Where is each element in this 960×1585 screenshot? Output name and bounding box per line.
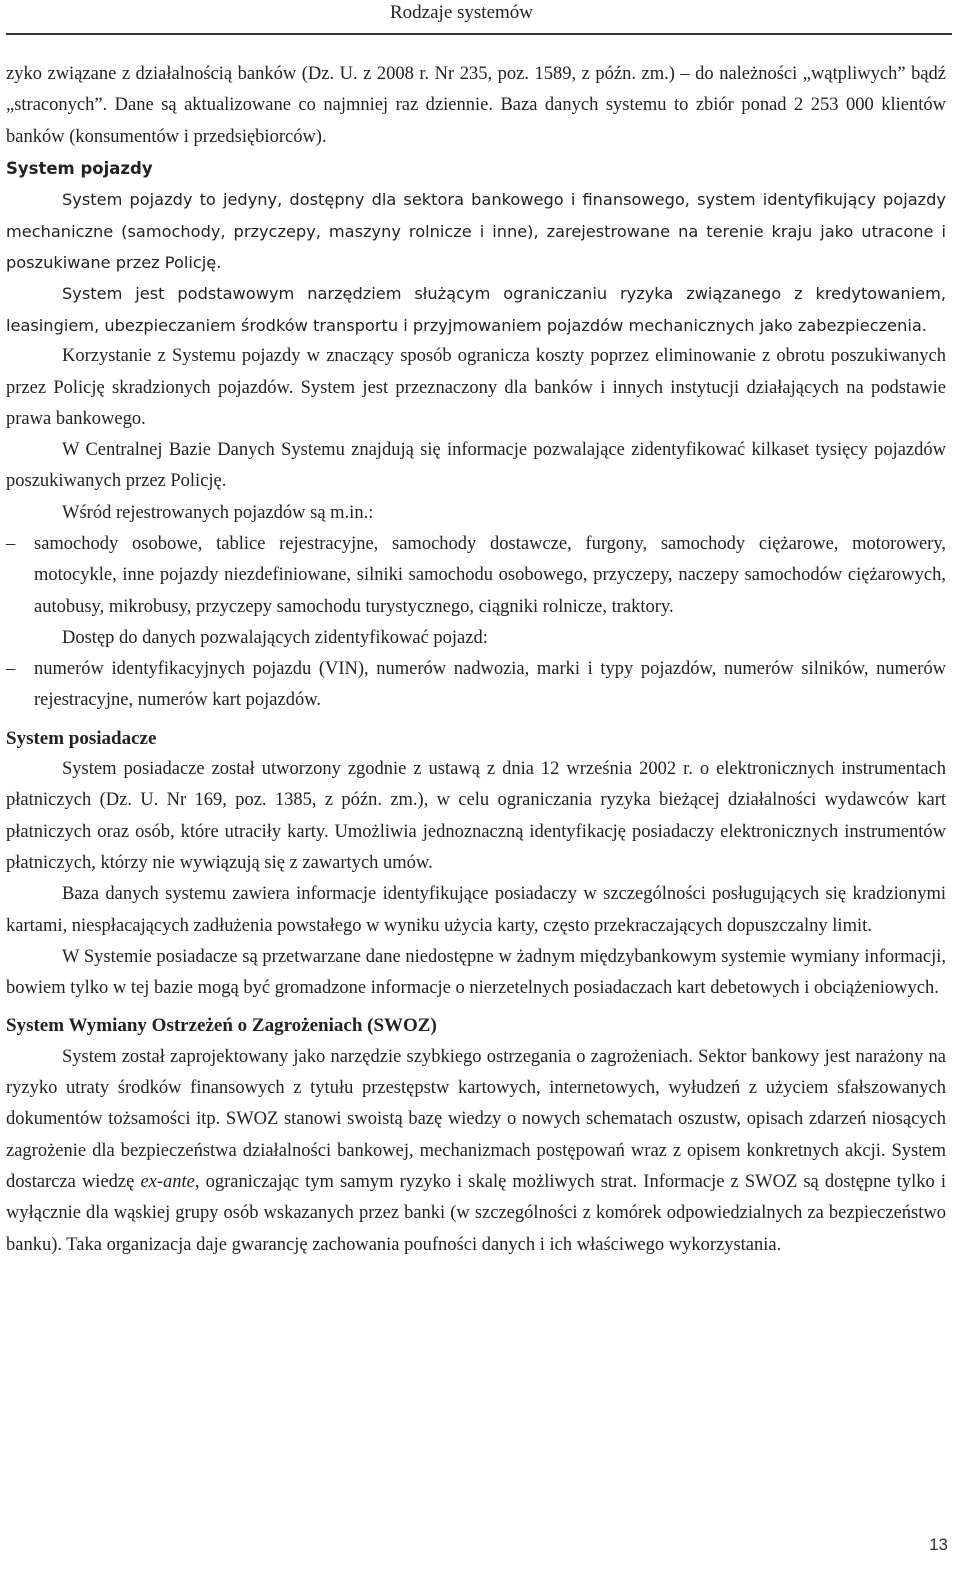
posiadacze-paragraph-2: Baza danych systemu zawiera informacje identyfikujące posiadaczy w szczególności posługujących się kradzionymi kartami, niespłacających zadłużenia powstałego w wyniku użycia karty, często przekraczających dopuszczalny limit. [6, 884, 946, 936]
running-header: Rodzaje systemów [390, 2, 534, 23]
section-heading-pojazdy: System pojazdy [6, 158, 153, 178]
access-intro: Dostęp do danych pozwalających zidentyfikować pojazd: [62, 627, 488, 648]
vehicle-types-text: samochody osobowe, tablice rejestracyjne, samochody dostawcze, furgony, samochody ciężarowe, motorowery, motocykle, inne pojazdy niezdefiniowane, silniki samochodu osobowego, przyczepy, naczepy samochodów ciężarowych, autobusy, mikrobusy, przyczepy samochodu turystycznego, ciągniki rolnicze, traktory. [34, 534, 946, 617]
intro-paragraph: zyko związane z działalnością banków (Dz. U. z 2008 r. Nr 235, poz. 1589, z późn. zm.) – do należności „wątpliwych” bądź „straconych”. Dane są aktualizowane co najmniej raz dziennie. Baza danych systemu to zbiór ponad 2 253 000 klientów banków (konsumentów i przedsiębiorców). [6, 64, 946, 147]
list-dash: – [6, 534, 16, 554]
pojazdy-paragraph-3: Korzystanie z Systemu pojazdy w znaczący sposób ogranicza koszty poprzez eliminowanie z obrotu poszukiwanych przez Policję skradzionych pojazdów. System jest przeznaczony dla banków i innych instytucji działających na podstawie prawa bankowego. [6, 346, 946, 429]
pojazdy-paragraph-4: W Centralnej Bazie Danych Systemu znajdują się informacje pozwalające zidentyfikować kilkaset tysięcy pojazdów poszukiwanych przez Policję. [6, 440, 946, 492]
pojazdy-paragraph-1: System pojazdy to jedyny, dostępny dla sektora bankowego i finansowego, system identyfikujący pojazdy mechaniczne (samochody, przyczepy, maszyny rolnicze i inne), zarejestrowane na terenie kraju jako utracone i poszukiwane przez Policję. [6, 190, 946, 272]
swoz-italic-term: ex-ante [140, 1171, 195, 1192]
swoz-paragraph [6, 1042, 946, 1261]
identifiers-list-item [6, 654, 946, 717]
list-dash: – [6, 659, 16, 680]
swoz-text-part2: , ograniczając tym samym ryzyko i skalę możliwych strat. Informacje z SWOZ są dostępne tylko i wyłącznie dla wąskiej grupy osób wskazanych przez banki (w szczególności z komórek odpowiedzialnych za bezpieczeństwo banku). Taka organizacja daje gwarancję zachowania poufności danych i ich właściwego wykorzystania. [6, 1171, 946, 1255]
posiadacze-paragraph-1: System posiadacze został utworzony zgodnie z ustawą z dnia 12 września 2002 r. o elektronicznych instrumentach płatniczych (Dz. U. Nr 169, poz. 1385, z późn. zm.), w celu ograniczania ryzyka bieżącej działalności wydawców kart płatniczych oraz osób, które utraciły karty. Umożliwia jednoznaczną identyfikację posiadaczy elektronicznych instrumentów płatniczych, którzy nie wywiązują się z zawartych umów. [6, 759, 946, 873]
header-rule [6, 33, 952, 35]
section-heading-posiadacze: System posiadacze [6, 727, 157, 749]
identifiers-text: numerów identyfikacyjnych pojazdu (VIN), numerów nadwozia, marki i typy pojazdów, numerów silników, numerów rejestracyjne, numerów kart pojazdów. [34, 659, 946, 711]
vehicle-types-list-item [6, 529, 946, 623]
posiadacze-paragraph-3: W Systemie posiadacze są przetwarzane dane niedostępne w żadnym międzybankowym systemie wymiany informacji, bowiem tylko w tej bazie mogą być gromadzone informacje o nierzetelnych posiadaczach kart debetowych i obciążeniowych. [6, 946, 946, 999]
section-heading-swoz: System Wymiany Ostrzeżeń o Zagrożeniach (SWOZ) [6, 1015, 437, 1037]
page-body [6, 59, 946, 1261]
pojazdy-list-intro: Wśród rejestrowanych pojazdów są m.in.: [62, 502, 374, 523]
swoz-text-part1: System został zaprojektowany jako narzędzie szybkiego ostrzegania o zagrożeniach. Sektor bankowy jest narażony na ryzyko utraty środków finansowych z tytułu przestępstw kartowych, internetowych, wyłudzeń z użyciem sfałszowanych dokumentów tożsamości itp. SWOZ stanowi swoistą bazę wiedzy o nowych schematach oszustw, opisach zdarzeń niosących zagrożenie dla bezpieczeństwa działalności bankowej, mechanizmach postępowań wraz z opisem konkretnych akcji. System dostarcza wiedzę [6, 1046, 946, 1192]
pojazdy-paragraph-2: System jest podstawowym narzędziem służącym ograniczaniu ryzyka związanego z kredytowaniem, leasingiem, ubezpieczaniem środków transportu i przyjmowaniem pojazdów mechanicznych jako zabezpieczenia. [6, 284, 946, 335]
page-number: 13 [929, 1535, 948, 1554]
